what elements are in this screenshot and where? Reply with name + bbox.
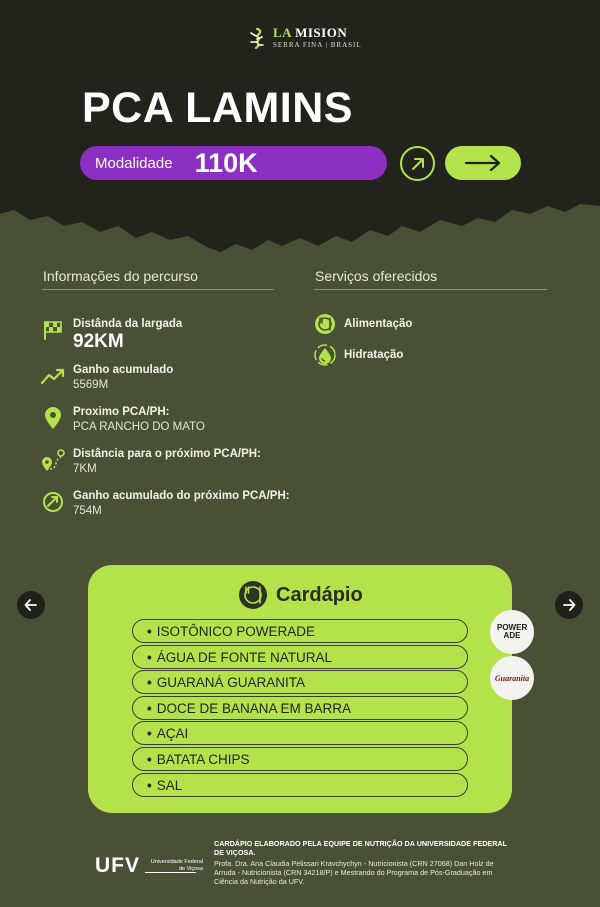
info-value: 754M xyxy=(73,505,102,517)
menu-item: • BATATA CHIPS xyxy=(132,747,468,771)
open-link-button[interactable] xyxy=(400,146,435,181)
cardapio-header xyxy=(238,580,363,610)
menu-item: • SAL xyxy=(132,773,468,797)
ufv-wordmark: UFV xyxy=(95,854,140,877)
credits-body: Profa. Dra. Ana Claudia Pelissari Kravchychyn - Nutricionista (CRN 27068) Dan Holz de Arruda - Nutricionista (CRN 34218/P) e Mestrando do Programa de Pós-Graduação em Ciência da Nutrição da UFV. xyxy=(214,859,494,886)
menu-item: • ISOTÔNICO POWERADE xyxy=(132,619,468,643)
menu-item-label: ISOTÔNICO POWERADE xyxy=(156,623,315,639)
carousel-prev-button[interactable] xyxy=(17,591,45,619)
modalidade-value: 110K xyxy=(194,147,258,178)
logo-top: LA xyxy=(273,25,292,40)
food-icon xyxy=(314,313,336,335)
info-item-ganho-proximo xyxy=(40,489,300,519)
arrow-right-icon xyxy=(562,598,576,612)
menu-item-label: DOCE DE BANANA EM BARRA xyxy=(156,700,352,716)
info-item-distancia-proximo xyxy=(40,447,300,477)
menu-item: • GUARANÁ GUARANITA xyxy=(132,670,468,694)
info-label: Ganho acumulado xyxy=(73,364,174,376)
page-title: PCA LAMINS xyxy=(82,84,353,132)
modalidade-badge xyxy=(80,146,387,180)
service-item-hidratacao xyxy=(314,344,403,366)
service-label: Alimentação xyxy=(344,318,413,330)
lizard-logo-icon xyxy=(247,27,267,49)
credits-heading: CARDÁPIO ELABORADO PELA EQUIPE DE NUTRIÇÃO DA UNIVERSIDADE FEDERAL DE VIÇOSA. xyxy=(214,839,507,857)
info-item-distancia xyxy=(40,317,300,353)
menu-item: • AÇAI xyxy=(132,721,468,745)
menu-item-label: AÇAI xyxy=(156,725,189,741)
cardapio-title: Cardápio xyxy=(276,583,363,606)
info-item-proximo xyxy=(40,405,300,435)
food-icon xyxy=(238,580,268,610)
sponsor-powerade-logo xyxy=(490,610,534,654)
trend-up-icon xyxy=(40,363,66,389)
menu-item-label: GUARANÁ GUARANITA xyxy=(156,674,306,690)
ufv-underline xyxy=(145,872,196,874)
map-pin-icon xyxy=(40,405,66,431)
info-label: Distânda da largada xyxy=(73,318,183,330)
water-drop-icon xyxy=(314,344,336,366)
service-label: Hidratação xyxy=(344,349,404,361)
info-value: 7KM xyxy=(73,463,97,475)
menu-item-label: SAL xyxy=(156,777,183,793)
service-item-alimentacao xyxy=(314,313,412,335)
carousel-next-button[interactable] xyxy=(555,591,583,619)
info-value: 92KM xyxy=(73,331,124,352)
checkered-flag-icon xyxy=(40,317,66,343)
menu-item: • DOCE DE BANANA EM BARRA xyxy=(132,696,468,720)
info-value: PCA RANCHO DO MATO xyxy=(73,421,205,433)
servicos-heading: Serviços oferecidos xyxy=(315,268,438,284)
arrow-up-right-icon xyxy=(410,156,426,172)
menu-item-label: BATATA CHIPS xyxy=(156,751,250,767)
next-button[interactable] xyxy=(445,146,521,180)
info-label: Proximo PCA/PH: xyxy=(73,406,170,418)
info-value: 5569M xyxy=(73,379,109,391)
info-item-ganho xyxy=(40,363,300,393)
info-label: Distância para o próximo PCA/PH: xyxy=(73,448,261,460)
sponsor-label: Guaranita xyxy=(494,673,530,683)
menu-item-label: ÁGUA DE FONTE NATURAL xyxy=(156,649,333,665)
logo-main: MISION xyxy=(295,25,348,40)
arrow-left-icon xyxy=(24,598,38,612)
arrow-right-icon xyxy=(464,155,502,171)
percurso-divider xyxy=(42,289,274,290)
modalidade-label: Modalidade xyxy=(95,154,173,172)
ufv-logo xyxy=(95,854,203,878)
logo-subtitle: SERRA FINA | BRASIL xyxy=(273,41,362,49)
servicos-divider xyxy=(314,289,547,290)
sponsor-guaranita-logo xyxy=(490,656,534,700)
info-label: Ganho acumulado do próximo PCA/PH: xyxy=(73,490,290,502)
elevation-icon xyxy=(40,489,66,515)
sponsor-label: POWER ADE xyxy=(497,623,528,640)
brand-logo xyxy=(247,26,362,50)
percurso-heading: Informações do percurso xyxy=(43,268,198,284)
ufv-subtitle: Universidade Federal de Viçosa xyxy=(150,859,203,872)
route-icon xyxy=(40,447,66,473)
logo-title xyxy=(273,26,362,40)
menu-item: • ÁGUA DE FONTE NATURAL xyxy=(132,645,468,669)
